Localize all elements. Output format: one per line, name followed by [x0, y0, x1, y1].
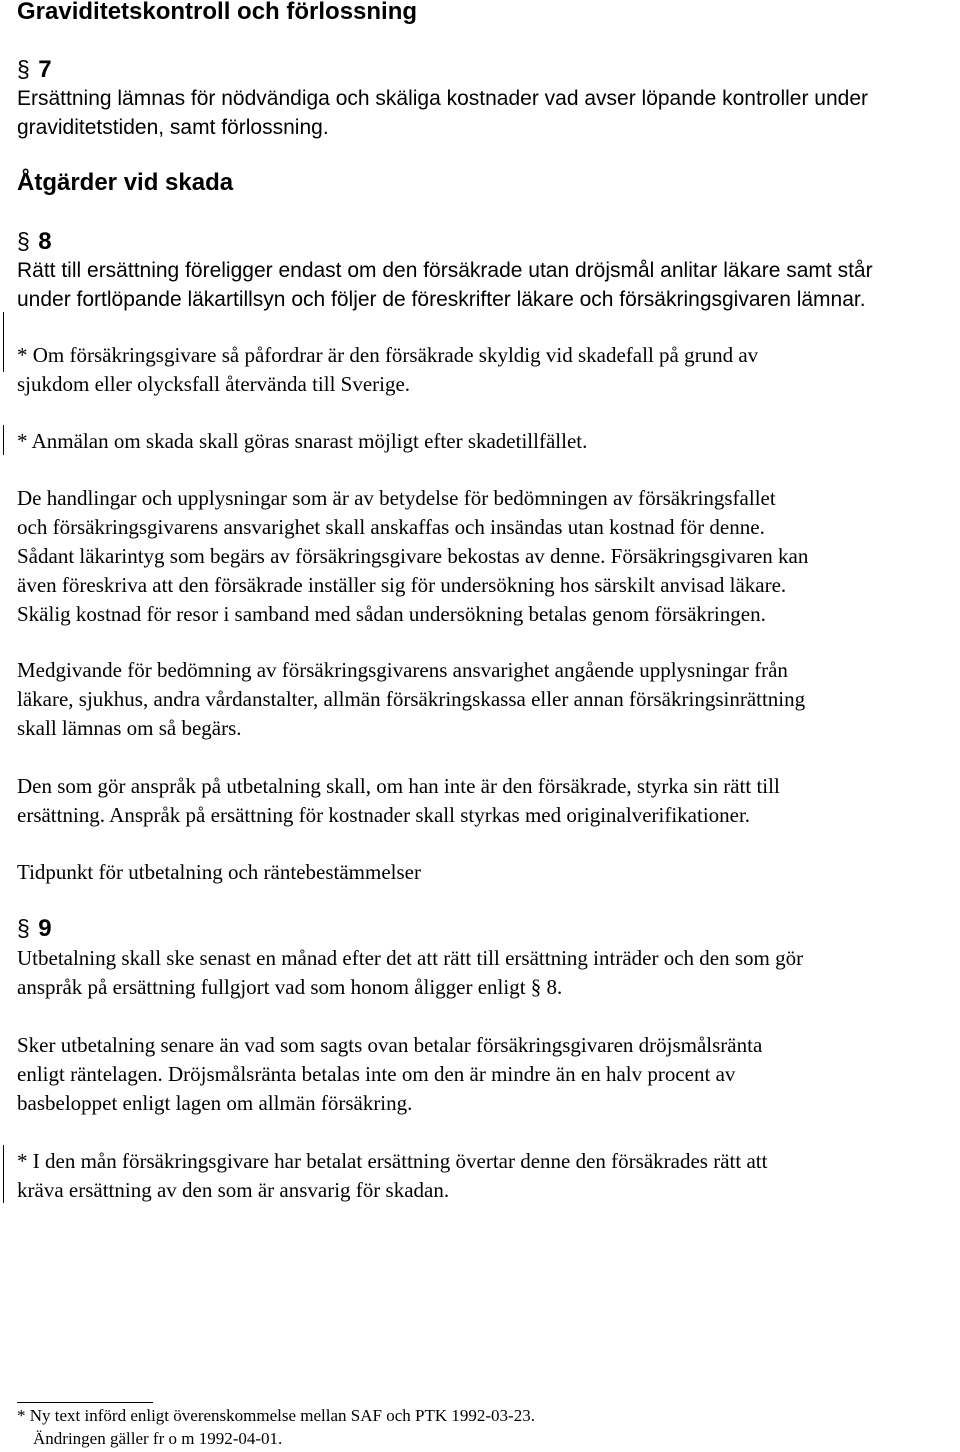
paragraph-9-interest: [17, 1031, 957, 1118]
text-line: * I den mån försäkringsgivare har betalat ersättning övertar denne den försäkrades rätt att: [17, 1149, 768, 1173]
paragraph-8-claim: [17, 772, 957, 830]
section-number: 7: [38, 56, 52, 83]
text-line: graviditetstiden, samt förlossning.: [17, 116, 329, 139]
section-sign: §: [17, 915, 30, 941]
change-bar: [3, 312, 4, 372]
text-line: Den som gör anspråk på utbetalning skall, om han inte är den försäkrade, styrka sin rätt till: [17, 774, 780, 798]
text-line: läkare, sjukhus, andra vårdanstalter, allmän försäkringskassa eller annan försäkringsinrättning: [17, 687, 806, 711]
text-line: * Anmälan om skada skall göras snarast möjligt efter skadetillfället.: [17, 429, 588, 453]
section-heading: Tidpunkt för utbetalning och räntebestämmelser: [17, 860, 421, 884]
paragraph-9-recourse: [17, 1147, 957, 1205]
paragraph-8: [17, 256, 952, 314]
footnote-line-1: * Ny text införd enligt överenskommelse mellan SAF och PTK 1992-03-23.: [17, 1406, 535, 1425]
text-line: Rätt till ersättning föreligger endast om den försäkrade utan dröjsmål anlitar läkare samt står: [17, 259, 873, 282]
section-9-label: [17, 914, 52, 943]
text-line: Sker utbetalning senare än vad som sagts ovan betalar försäkringsgivaren dröjsmålsränta: [17, 1033, 763, 1057]
paragraph-7: [17, 84, 952, 142]
paragraph-9: [17, 944, 957, 1002]
text-line: skall lämnas om så begärs.: [17, 716, 242, 740]
paragraph-8-notice: [17, 427, 957, 456]
paragraph-8-documents: [17, 484, 957, 629]
text-line: enligt räntelagen. Dröjsmålsränta betalas inte om den är mindre än en halv procent av: [17, 1062, 736, 1086]
text-line: även föreskriva att den försäkrade inställer sig för undersökning hos särskilt anvisad läkare.: [17, 573, 787, 597]
section-number: 8: [38, 228, 52, 255]
text-line: * Om försäkringsgivare så påfordrar är den försäkrade skyldig vid skadefall på grund av: [17, 343, 759, 367]
text-line: kräva ersättning av den som är ansvarig för skadan.: [17, 1178, 450, 1202]
change-bar: [3, 1145, 4, 1203]
text-line: Sådant läkarintyg som begärs av försäkringsgivare bekostas av denne. Försäkringsgivaren kan: [17, 544, 809, 568]
text-line: sjukdom eller olycksfall återvända till Sverige.: [17, 372, 411, 396]
text-line: basbeloppet enligt lagen om allmän försäkring.: [17, 1091, 413, 1115]
text-line: Skälig kostnad för resor i samband med sådan undersökning betalas genom försäkringen.: [17, 602, 766, 626]
change-bar: [3, 425, 4, 455]
paragraph-8-consent: [17, 656, 957, 743]
text-line: ersättning. Anspråk på ersättning för kostnader skall styrkas med originalverifikationer.: [17, 803, 751, 827]
text-line: De handlingar och upplysningar som är av betydelse för bedömningen av försäkringsfallet: [17, 486, 776, 510]
text-line: under fortlöpande läkartillsyn och följer de föreskrifter läkare och försäkringsgivaren lämnar.: [17, 288, 866, 311]
section-number: 9: [38, 915, 52, 942]
footnote-line-2: Ändringen gäller fr o m 1992-04-01.: [33, 1429, 283, 1448]
section-7-label: [17, 55, 52, 84]
section-heading: Åtgärder vid skada: [17, 169, 234, 196]
text-line: Ersättning lämnas för nödvändiga och skäliga kostnader vad avser löpande kontroller under: [17, 87, 869, 110]
text-line: och försäkringsgivarens ansvarighet skall anskaffas och insändas utan kostnad för denne.: [17, 515, 765, 539]
section-sign: §: [17, 56, 30, 82]
text-line: Medgivande för bedömning av försäkringsgivarens ansvarighet angående upplysningar från: [17, 658, 788, 682]
text-line: Utbetalning skall ske senast en månad efter det att rätt till ersättning inträder och den som gör: [17, 946, 804, 970]
section-sign: §: [17, 228, 30, 254]
section-heading: Graviditetskontroll och förlossning: [17, 0, 418, 25]
section-8-label: [17, 227, 52, 256]
paragraph-8-amendment: [17, 341, 957, 399]
footnote-separator: [17, 1402, 153, 1403]
text-line: anspråk på ersättning fullgjort vad som honom åligger enligt § 8.: [17, 975, 563, 999]
